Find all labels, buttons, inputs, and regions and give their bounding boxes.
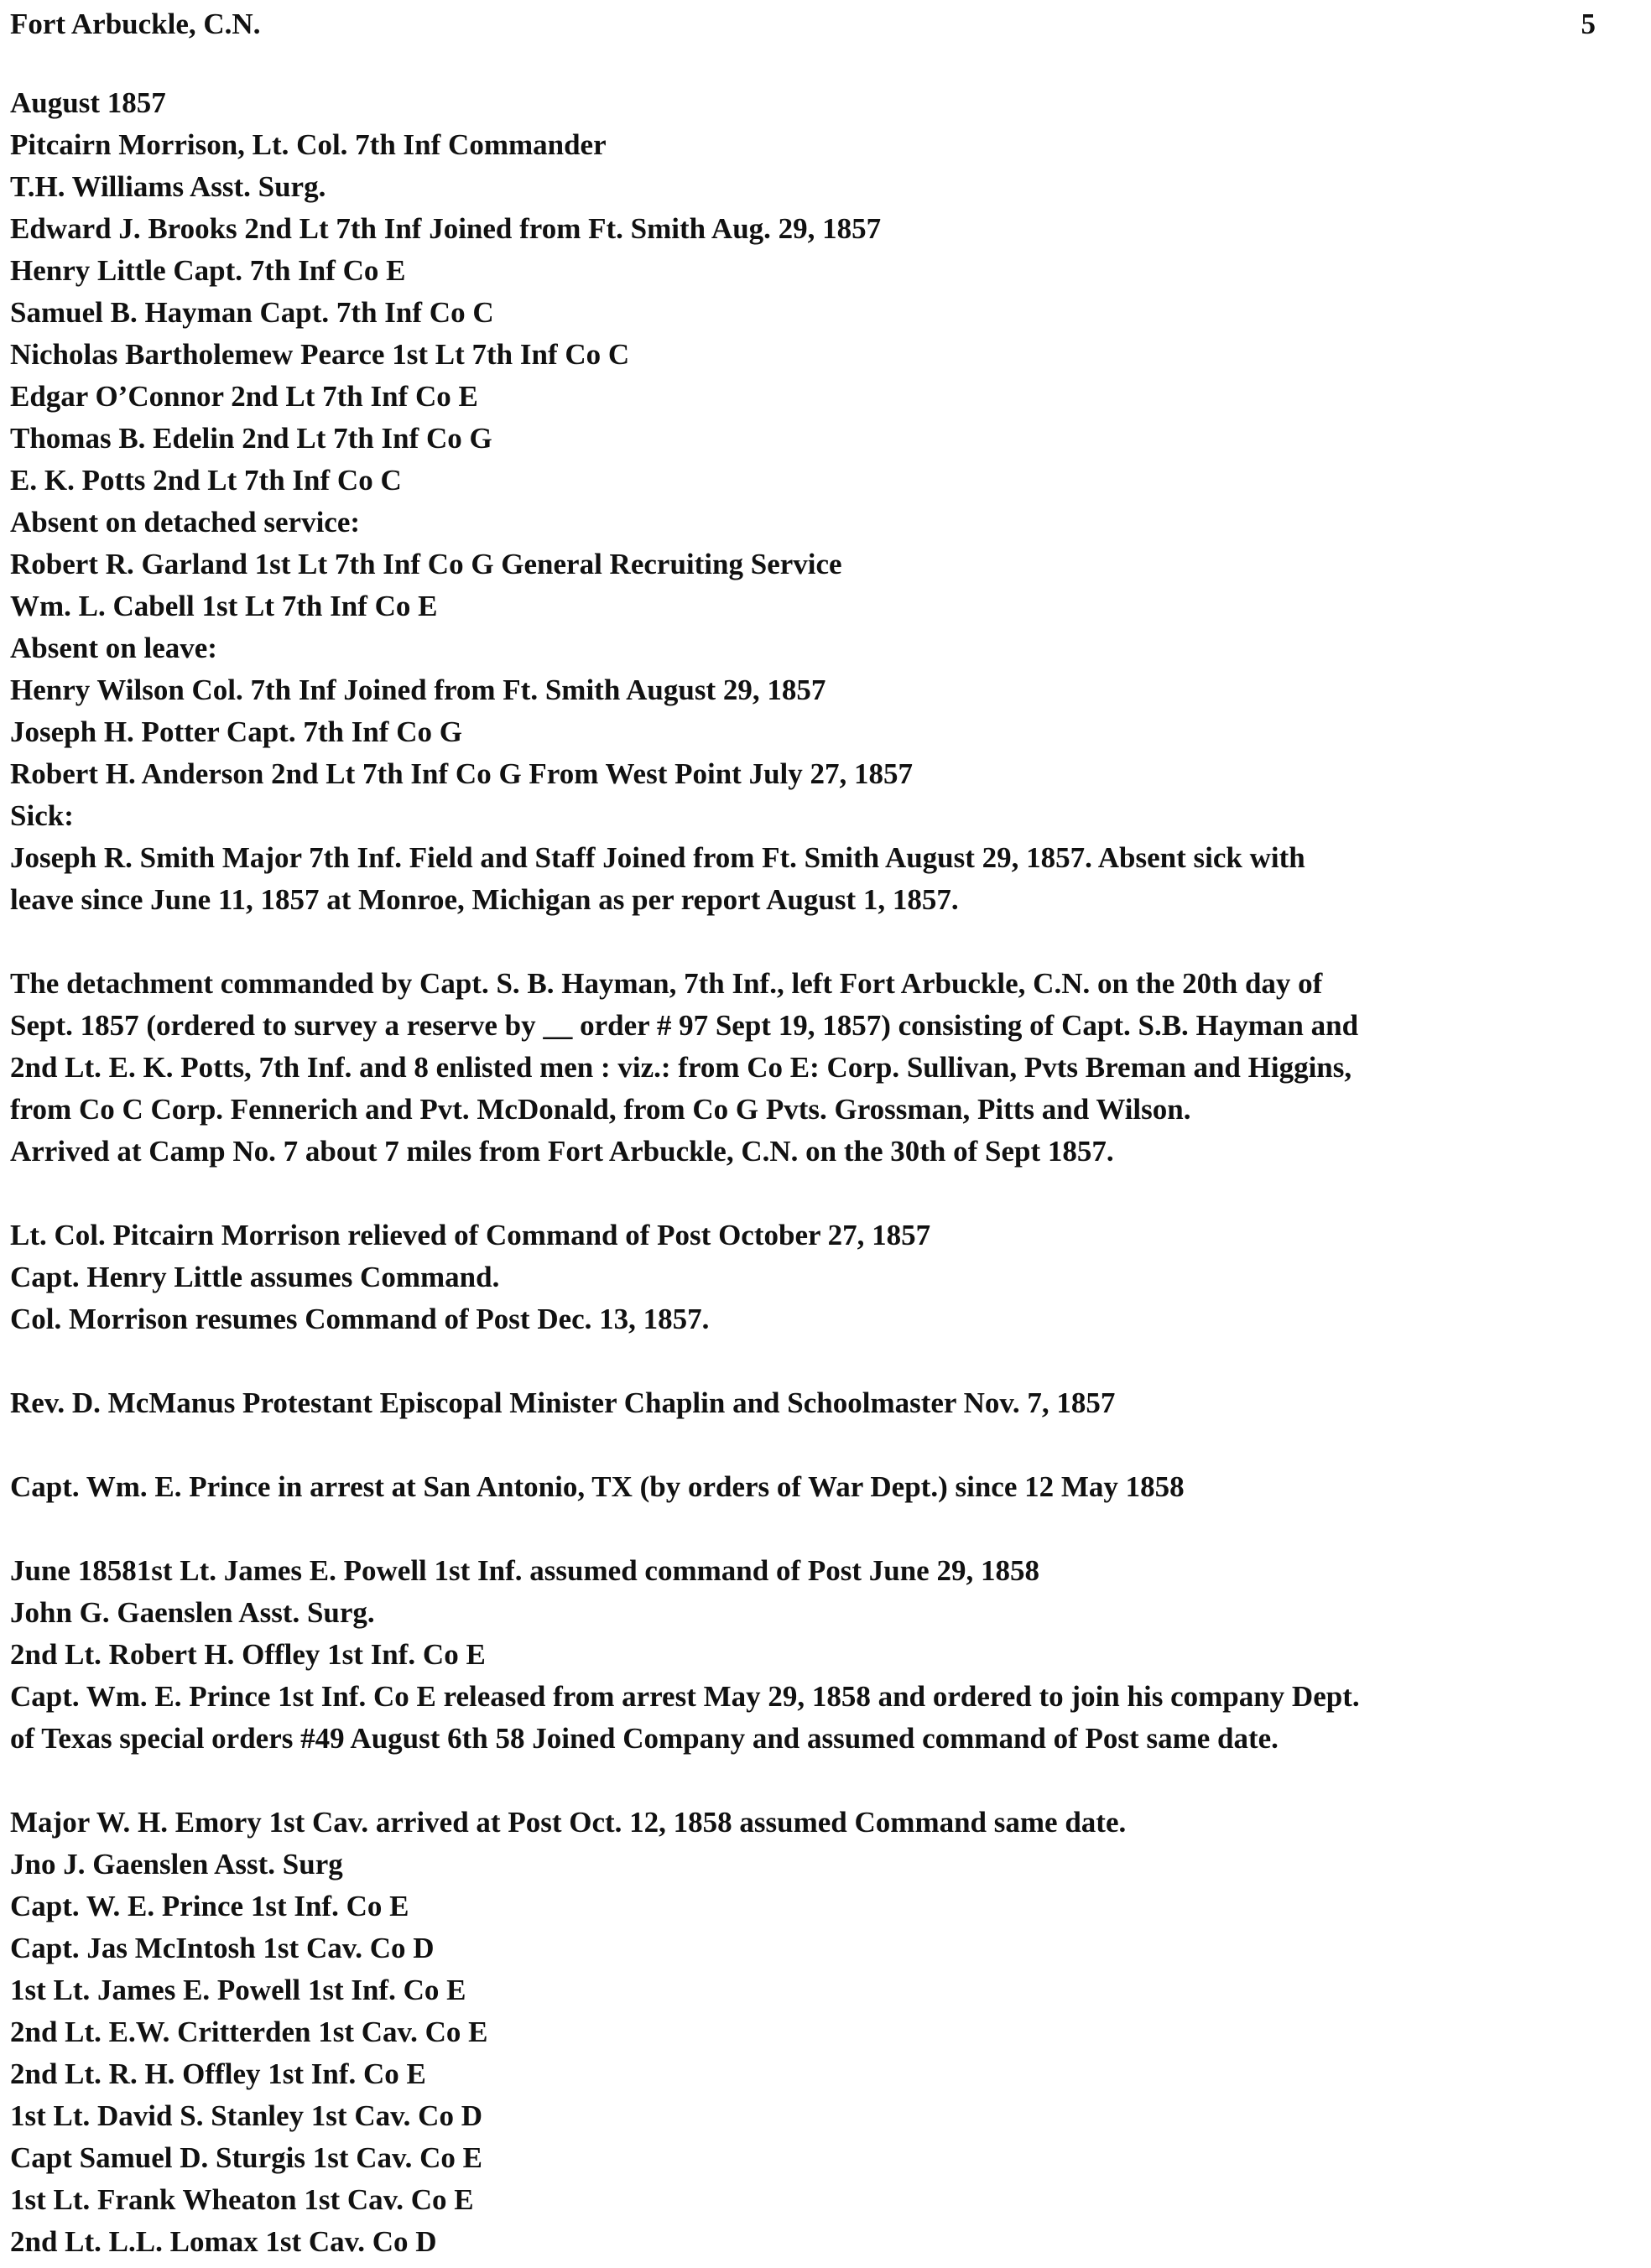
text-line: Capt. Wm. E. Prince in arrest at San Antonio, TX (by orders of War Dept.) since 12 May 1858 bbox=[10, 1470, 1185, 1503]
paragraph bbox=[10, 1802, 1638, 2263]
text-line: Robert R. Garland 1st Lt 7th Inf Co G General Recruiting Service bbox=[10, 548, 842, 580]
text-line: Samuel B. Hayman Capt. 7th Inf Co C bbox=[10, 296, 494, 329]
text-line: 2nd Lt. E. K. Potts, 7th Inf. and 8 enlisted men : viz.: from Co E: Corp. Sullivan, Pvts Breman and Higgins, bbox=[10, 1051, 1352, 1084]
text-line: 2nd Lt. R. H. Offley 1st Inf. Co E bbox=[10, 2057, 426, 2090]
page-number: 5 bbox=[1581, 8, 1596, 40]
page-title: Fort Arbuckle, C.N. bbox=[10, 8, 261, 40]
text-line: 2nd Lt. L.L. Lomax 1st Cav. Co D bbox=[10, 2225, 437, 2258]
paragraph-gap bbox=[10, 1424, 1638, 1466]
text-line: Major W. H. Emory 1st Cav. arrived at Post Oct. 12, 1858 assumed Command same date. bbox=[10, 1806, 1127, 1839]
text-line: Capt. Wm. E. Prince 1st Inf. Co E released from arrest May 29, 1858 and ordered to join his company Dept. bbox=[10, 1680, 1360, 1713]
text-line: Jno J. Gaenslen Asst. Surg bbox=[10, 1848, 343, 1880]
text-line: Pitcairn Morrison, Lt. Col. 7th Inf Commander bbox=[10, 128, 607, 161]
text-line: June 18581st Lt. James E. Powell 1st Inf. assumed command of Post June 29, 1858 bbox=[10, 1554, 1039, 1587]
paragraph bbox=[10, 1215, 1638, 1340]
text-line: Arrived at Camp No. 7 about 7 miles from Fort Arbuckle, C.N. on the 30th of Sept 1857. bbox=[10, 1135, 1114, 1168]
page-header bbox=[10, 3, 1596, 45]
paragraph bbox=[10, 1466, 1638, 1508]
text-line: of Texas special orders #49 August 6th 58 Joined Company and assumed command of Post same date. bbox=[10, 1722, 1279, 1755]
text-line: Nicholas Bartholemew Pearce 1st Lt 7th Inf Co C bbox=[10, 338, 630, 371]
paragraph bbox=[10, 1382, 1638, 1424]
text-line: from Co C Corp. Fennerich and Pvt. McDonald, from Co G Pvts. Grossman, Pitts and Wilson. bbox=[10, 1093, 1191, 1126]
text-line: Col. Morrison resumes Command of Post Dec. 13, 1857. bbox=[10, 1303, 710, 1335]
paragraph bbox=[10, 1550, 1638, 1760]
paragraph-gap bbox=[10, 1173, 1638, 1215]
text-line: Absent on detached service: bbox=[10, 506, 361, 538]
text-line: Wm. L. Cabell 1st Lt 7th Inf Co E bbox=[10, 590, 438, 622]
text-line: Sick: bbox=[10, 799, 74, 832]
text-line: Joseph H. Potter Capt. 7th Inf Co G bbox=[10, 715, 462, 748]
text-line: 2nd Lt. Robert H. Offley 1st Inf. Co E bbox=[10, 1638, 486, 1671]
text-line: Capt. Jas McIntosh 1st Cav. Co D bbox=[10, 1932, 435, 1964]
text-line: Rev. D. McManus Protestant Episcopal Minister Chaplin and Schoolmaster Nov. 7, 1857 bbox=[10, 1386, 1116, 1419]
paragraph bbox=[10, 963, 1638, 1173]
text-line: Capt Samuel D. Sturgis 1st Cav. Co E bbox=[10, 2141, 482, 2174]
paragraph-gap bbox=[10, 1508, 1638, 1550]
paragraph-gap bbox=[10, 1760, 1638, 1802]
text-line: Edgar O’Connor 2nd Lt 7th Inf Co E bbox=[10, 380, 478, 413]
text-line: 1st Lt. David S. Stanley 1st Cav. Co D bbox=[10, 2099, 482, 2132]
text-line: Capt. W. E. Prince 1st Inf. Co E bbox=[10, 1890, 409, 1922]
text-line: Lt. Col. Pitcairn Morrison relieved of Command of Post October 27, 1857 bbox=[10, 1219, 931, 1251]
text-line: Capt. Henry Little assumes Command. bbox=[10, 1261, 500, 1293]
text-line: Henry Little Capt. 7th Inf Co E bbox=[10, 254, 406, 287]
paragraph-gap bbox=[10, 921, 1638, 963]
text-line: Robert H. Anderson 2nd Lt 7th Inf Co G From West Point July 27, 1857 bbox=[10, 757, 914, 790]
paragraph bbox=[10, 82, 1638, 921]
text-line: 1st Lt. James E. Powell 1st Inf. Co E bbox=[10, 1974, 466, 2006]
text-line: E. K. Potts 2nd Lt 7th Inf Co C bbox=[10, 464, 402, 497]
text-line: Sept. 1857 (ordered to survey a reserve by __ order # 97 Sept 19, 1857) consisting of Capt. S.B. Hayman and bbox=[10, 1009, 1359, 1042]
text-line: Edward J. Brooks 2nd Lt 7th Inf Joined from Ft. Smith Aug. 29, 1857 bbox=[10, 212, 882, 245]
text-line: John G. Gaenslen Asst. Surg. bbox=[10, 1596, 375, 1629]
text-line: Absent on leave: bbox=[10, 632, 217, 664]
text-line: T.H. Williams Asst. Surg. bbox=[10, 170, 326, 203]
text-line: leave since June 11, 1857 at Monroe, Michigan as per report August 1, 1857. bbox=[10, 883, 959, 916]
text-line: 1st Lt. Frank Wheaton 1st Cav. Co E bbox=[10, 2183, 474, 2216]
text-line: August 1857 bbox=[10, 86, 166, 119]
text-line: Thomas B. Edelin 2nd Lt 7th Inf Co G bbox=[10, 422, 492, 455]
text-line: The detachment commanded by Capt. S. B. Hayman, 7th Inf., left Fort Arbuckle, C.N. on the 20th day of bbox=[10, 967, 1323, 1000]
text-line: 2nd Lt. E.W. Critterden 1st Cav. Co E bbox=[10, 2016, 488, 2048]
document-body bbox=[10, 82, 1638, 2263]
text-line: Joseph R. Smith Major 7th Inf. Field and Staff Joined from Ft. Smith August 29, 1857. Absent sick with bbox=[10, 841, 1305, 874]
paragraph-gap bbox=[10, 1340, 1638, 1382]
text-line: Henry Wilson Col. 7th Inf Joined from Ft. Smith August 29, 1857 bbox=[10, 674, 826, 706]
